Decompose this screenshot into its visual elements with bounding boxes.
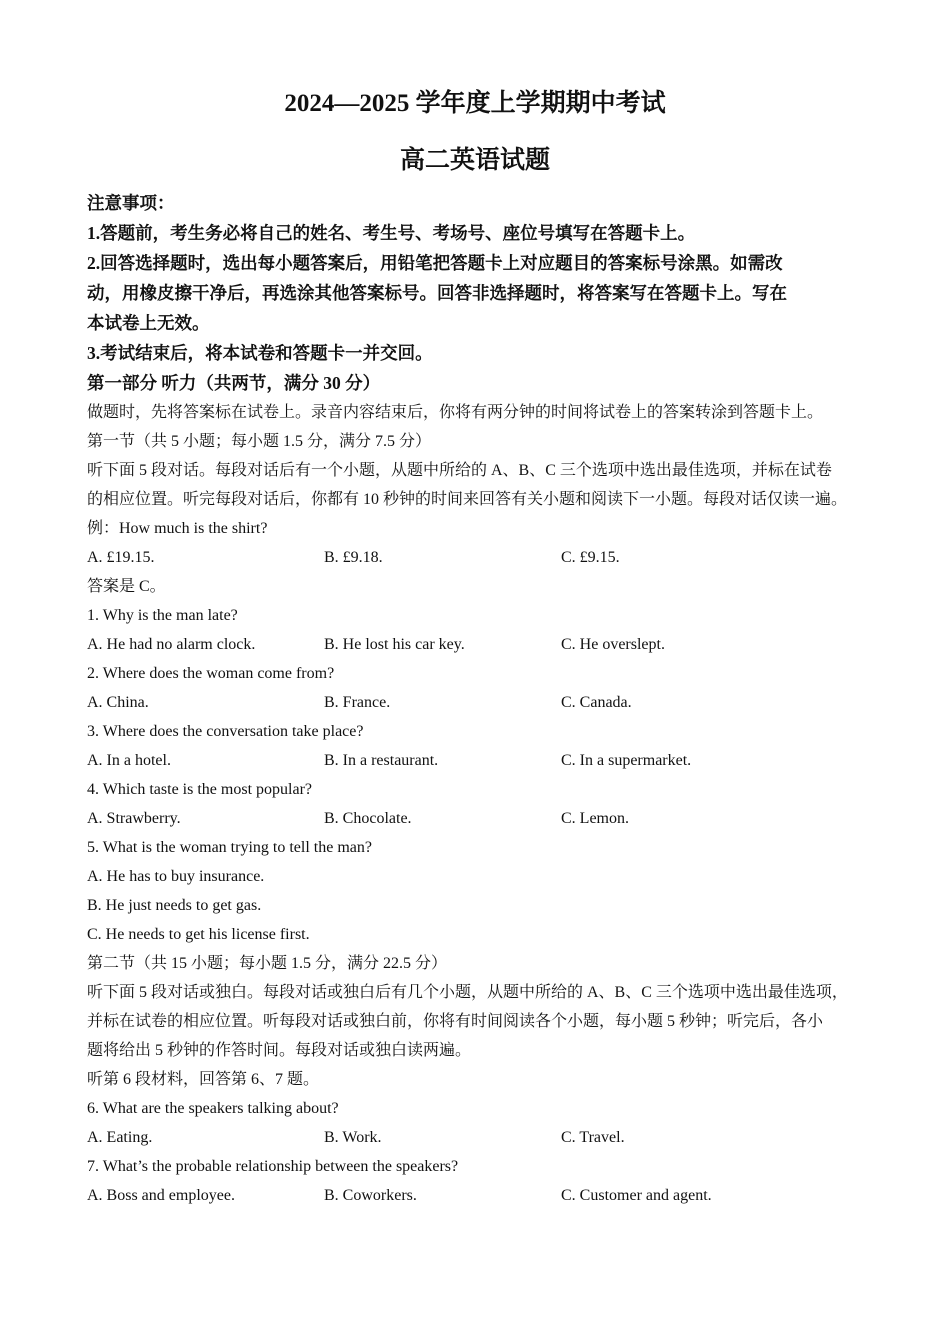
option-a: A. He had no alarm clock. (87, 636, 256, 653)
section1-heading: 第一节（共 5 小题；每小题 1.5 分，满分 7.5 分） (87, 433, 432, 450)
option-c: C. Lemon. (561, 810, 629, 827)
part1-intro: 做题时，先将答案标在试卷上。录音内容结束后，你将有两分钟的时间将试卷上的答案转涂到答题卡上。 (87, 404, 824, 421)
question-6: 6. What are the speakers talking about? (87, 1100, 339, 1117)
example-option-b: B. £9.18. (324, 549, 383, 566)
option-a: A. He has to buy insurance. (87, 868, 265, 885)
option-c: C. Canada. (561, 694, 632, 711)
question-7-options (87, 1181, 877, 1210)
option-c: C. Travel. (561, 1129, 625, 1146)
section1-instruction-line-1: 听下面 5 段对话。每段对话后有一个小题，从题中所给的 A、B、C 三个选项中选出最佳选项，并标在试卷 (87, 462, 832, 479)
exam-subtitle: 高二英语试题 (399, 147, 550, 174)
exam-content (87, 188, 877, 1210)
option-a: A. In a hotel. (87, 752, 171, 769)
option-b: B. Coworkers. (324, 1187, 417, 1204)
option-a: A. Boss and employee. (87, 1187, 235, 1204)
example-answer: 答案是 C。 (87, 578, 166, 595)
question-3-options (87, 746, 877, 775)
example-options (87, 543, 877, 572)
option-c: C. He overslept. (561, 636, 665, 653)
question-4-options (87, 804, 877, 833)
option-b: B. He lost his car key. (324, 636, 465, 653)
option-a: A. Strawberry. (87, 810, 181, 827)
notice-item-2-line-3: 本试卷上无效。 (87, 313, 210, 333)
question-2-options (87, 688, 877, 717)
question-5: 5. What is the woman trying to tell the man? (87, 839, 372, 856)
question-4: 4. Which taste is the most popular? (87, 781, 312, 798)
example-question: 例：How much is the shirt? (87, 520, 268, 537)
question-7: 7. What’s the probable relationship between the speakers? (87, 1158, 459, 1175)
notice-item-2-line-1: 2.回答选择题时，选出每小题答案后，用铅笔把答题卡上对应题目的答案标号涂黑。如需改 (87, 253, 783, 273)
option-a: A. China. (87, 694, 149, 711)
example-option-a: A. £19.15. (87, 549, 155, 566)
question-1: 1. Why is the man late? (87, 607, 238, 624)
section2-heading: 第二节（共 15 小题；每小题 1.5 分，满分 22.5 分） (87, 955, 448, 972)
option-c: C. Customer and agent. (561, 1187, 712, 1204)
material-6-instruction: 听第 6 段材料，回答第 6、7 题。 (87, 1071, 320, 1088)
notice-item-3: 3.考试结束后，将本试卷和答题卡一并交回。 (87, 343, 433, 363)
question-3: 3. Where does the conversation take place? (87, 723, 364, 740)
question-2: 2. Where does the woman come from? (87, 665, 335, 682)
question-6-options (87, 1123, 877, 1152)
section1-instruction-line-2: 的相应位置。听完每段对话后，你都有 10 秒钟的时间来回答有关小题和阅读下一小题。每段对话仅读一遍。 (87, 491, 848, 508)
option-c: C. He needs to get his license first. (87, 926, 310, 943)
option-b: B. In a restaurant. (324, 752, 439, 769)
option-b: B. He just needs to get gas. (87, 897, 262, 914)
option-b: B. Chocolate. (324, 810, 412, 827)
section2-instruction-line-1: 听下面 5 段对话或独白。每段对话或独白后有几个小题，从题中所给的 A、B、C 三个选项中选出最佳选项， (87, 984, 848, 1001)
option-c: C. In a supermarket. (561, 752, 692, 769)
notice-heading: 注意事项： (87, 193, 175, 213)
question-1-options (87, 630, 877, 659)
section2-instruction-line-2: 并标在试卷的相应位置。听每段对话或独白前，你将有时间阅读各个小题，每小题 5 秒钟；听完后，各小 (87, 1013, 824, 1030)
notice-item-1: 1.答题前，考生务必将自己的姓名、考生号、考场号、座位号填写在答题卡上。 (87, 223, 696, 243)
section2-instruction-line-3: 题将给出 5 秒钟的作答时间。每段对话或独白读两遍。 (87, 1042, 472, 1059)
example-option-c: C. £9.15. (561, 549, 620, 566)
option-b: B. France. (324, 694, 391, 711)
part1-heading: 第一部分 听力（共两节，满分 30 分） (87, 373, 381, 393)
option-b: B. Work. (324, 1129, 382, 1146)
option-a: A. Eating. (87, 1129, 153, 1146)
exam-title: 2024—2025 学年度上学期期中考试 (284, 90, 666, 117)
notice-item-2-line-2: 动，用橡皮擦干净后，再选涂其他答案标号。回答非选择题时，将答案写在答题卡上。写在 (87, 283, 787, 303)
